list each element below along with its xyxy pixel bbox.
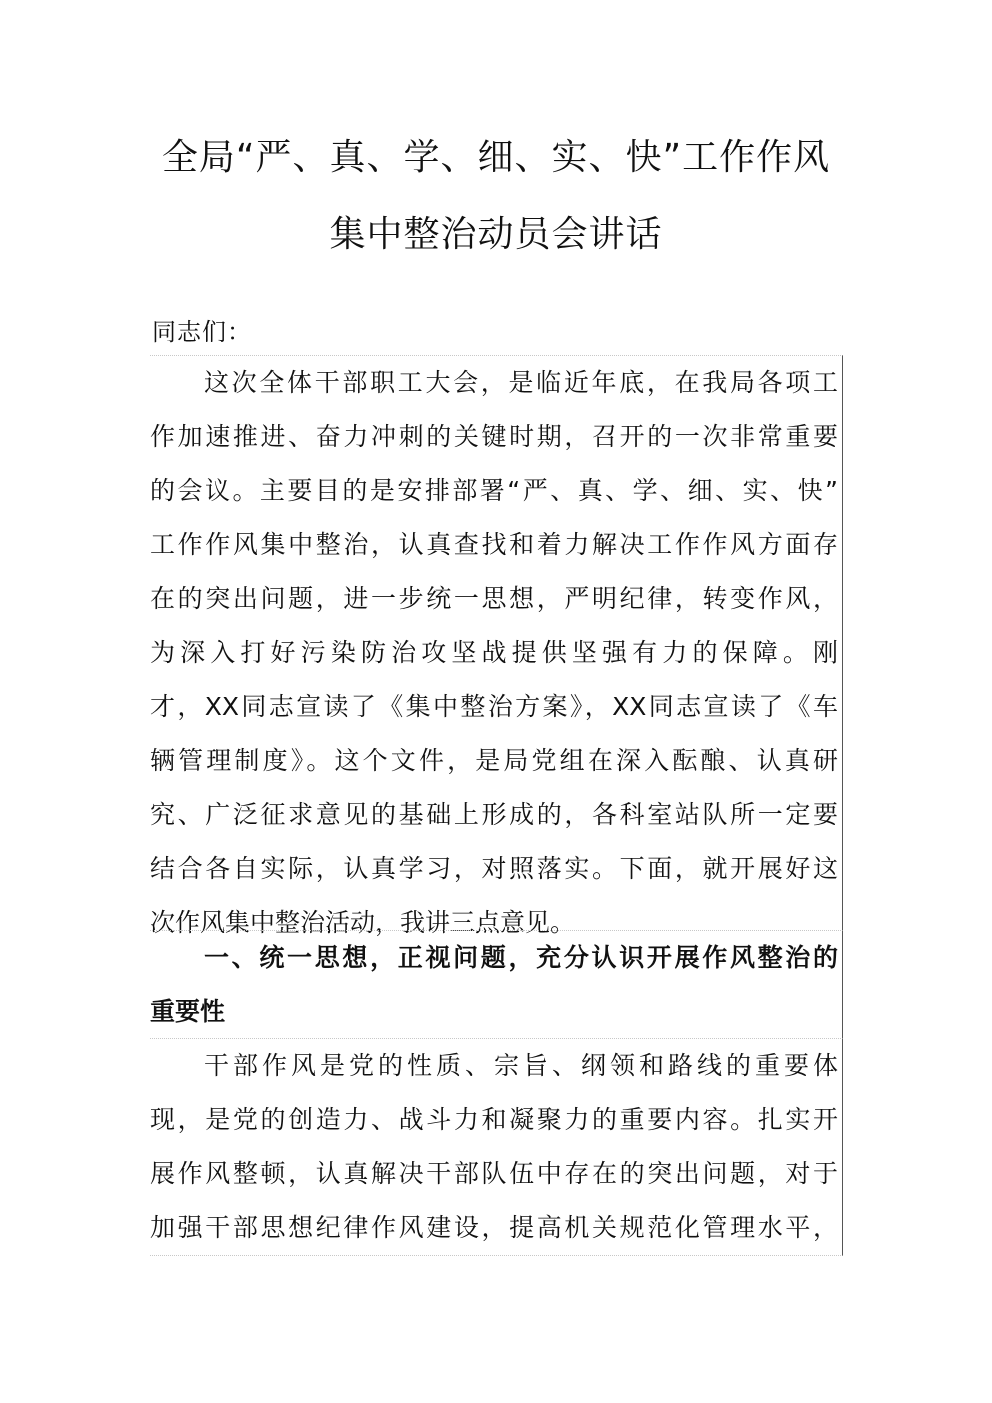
paragraph-line: 才，XX同志宣读了《集中整治方案》，XX同志宣读了《车 (150, 692, 838, 721)
heading-line: 重要性 (150, 997, 226, 1026)
paragraph-line: 干部作风是党的性质、宗旨、纲领和路线的重要体 (204, 1051, 838, 1080)
paragraph-line: 现，是党的创造力、战斗力和凝聚力的重要内容。扎实开 (150, 1105, 838, 1134)
paragraph-line: 辆管理制度》。这个文件，是局党组在深入酝酿、认真研 (150, 746, 838, 775)
paragraph-line: 加强干部思想纪律作风建设，提高机关规范化管理水平， (150, 1213, 838, 1242)
paragraph-line: 工作作风集中整治，认真查找和着力解决工作作风方面存 (150, 530, 838, 559)
paragraph-1 (150, 355, 843, 950)
paragraph-line: 次作风集中整治活动，我讲三点意见。 (150, 908, 576, 937)
paragraph-line: 作加速推进、奋力冲刺的关键时期，召开的一次非常重要 (150, 422, 838, 451)
salutation: 同志们： (152, 318, 252, 346)
heading-line: 一、统一思想，正视问题，充分认识开展作风整治的 (204, 943, 838, 972)
document-title-line-2: 集中整治动员会讲话 (329, 214, 663, 255)
paragraph-line: 结合各自实际，认真学习，对照落实。下面，就开展好这 (150, 854, 838, 883)
paragraph-2 (150, 1038, 843, 1256)
document-title-line-1: 全局“严、真、学、细、实、快”工作作风 (161, 137, 831, 178)
paragraph-line: 这次全体干部职工大会，是临近年底，在我局各项工 (204, 368, 838, 397)
paragraph-line: 的会议。主要目的是安排部署“严、真、学、细、实、快” (150, 476, 838, 505)
paragraph-line: 在的突出问题，进一步统一思想，严明纪律，转变作风， (150, 584, 838, 613)
paragraph-line: 展作风整顿，认真解决干部队伍中存在的突出问题，对于 (150, 1159, 838, 1188)
paragraph-line: 究、广泛征求意见的基础上形成的，各科室站队所一定要 (150, 800, 838, 829)
paragraph-line: 为深入打好污染防治攻坚战提供坚强有力的保障。刚 (150, 638, 838, 667)
section-heading-1 (150, 930, 843, 1039)
